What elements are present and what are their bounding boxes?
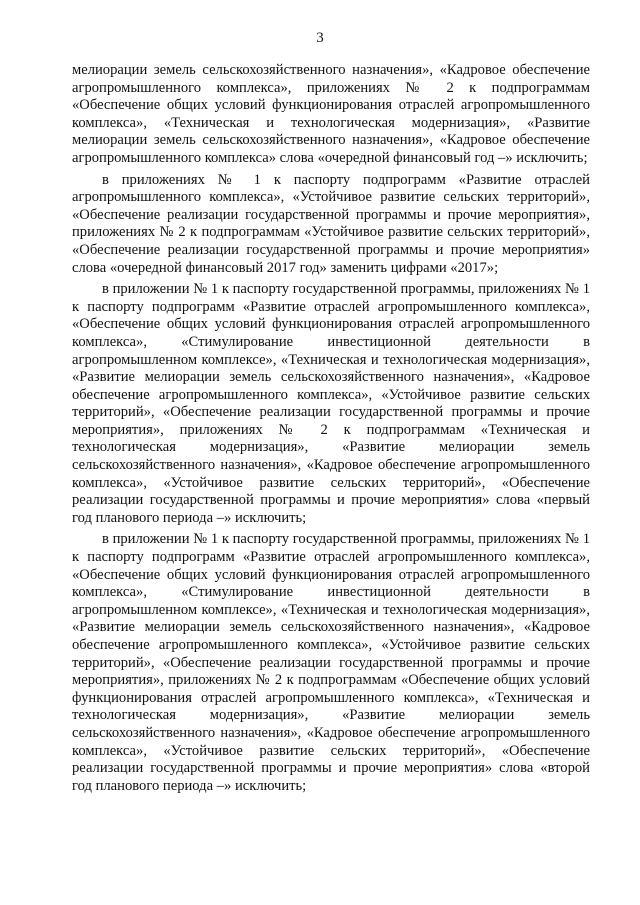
paragraph-continuation: мелиорации земель сельскохозяйственного назначения», «Кадровое обеспечение агропромышленного комплекса», приложениях № 2 к подпрограммам «Обеспечение общих условий функционирования отраслей агропромышленного комплекса», «Техническая и технологическая модернизация», «Развитие мелиорации земель сельскохозяйственного назначения», «Кадровое обеспечение агропромышленного комплекса» слова «очередной финансовый год –» исключить; [72, 62, 590, 166]
paragraph: в приложениях № 1 к паспорту подпрограмм «Развитие отраслей агропромышленного комплекса», «Устойчивое развитие сельских территорий», «Обеспечение реализации государственной программы и прочие мероприятия», приложениях № 2 к подпрограммам «Устойчивое развитие сельских территорий», «Обеспечение реализации государственной программы и прочие мероприятия» слова «очередной финансовый 2017 год» заменить цифрами «2017»; [72, 171, 590, 276]
page-number: 3 [316, 30, 324, 46]
paragraph: в приложении № 1 к паспорту государственной программы, приложениях № 1 к паспорту подпрограмм «Развитие отраслей агропромышленного комплекса», «Обеспечение общих условий функционирования отраслей агропромышленного комплекса», «Стимулирование инвестиционной деятельности в агропромышленном комплексе», «Техническая и технологическая модернизация», «Развитие мелиорации земель сельскохозяйственного назначения», «Кадровое обеспечение агропромышленного комплекса», «Устойчивое развитие сельских территорий», «Обеспечение реализации государственной программы и прочие мероприятия», приложениях № 2 к подпрограммам «Техническая и технологическая модернизация», «Развитие мелиорации земель сельскохозяйственного назначения», «Кадровое обеспечение агропромышленного комплекса», «Устойчивое развитие сельских территорий», «Обеспечение реализации государственной программы и прочие мероприятия» слова «первый год планового периода –» исключить; [72, 281, 590, 526]
paragraph: в приложении № 1 к паспорту государственной программы, приложениях № 1 к паспорту подпрограмм «Развитие отраслей агропромышленного комплекса», «Обеспечение общих условий функционирования отраслей агропромышленного комплекса», «Стимулирование инвестиционной деятельности в агропромышленном комплексе», «Техническая и технологическая модернизация», «Развитие мелиорации земель сельскохозяйственного назначения», «Кадровое обеспечение агропромышленного комплекса», «Устойчивое развитие сельских территорий», «Обеспечение реализации государственной программы и прочие мероприятия», приложениях № 2 к подпрограммам «Обеспечение общих условий функционирования отраслей агропромышленного комплекса», «Техническая и технологическая модернизация», «Развитие мелиорации земель сельскохозяйственного назначения», «Кадровое обеспечение агропромышленного комплекса», «Устойчивое развитие сельских территорий», «Обеспечение реализации государственной программы и прочие мероприятия» слова «второй год планового периода –» исключить; [72, 531, 590, 794]
document-body [72, 62, 590, 799]
